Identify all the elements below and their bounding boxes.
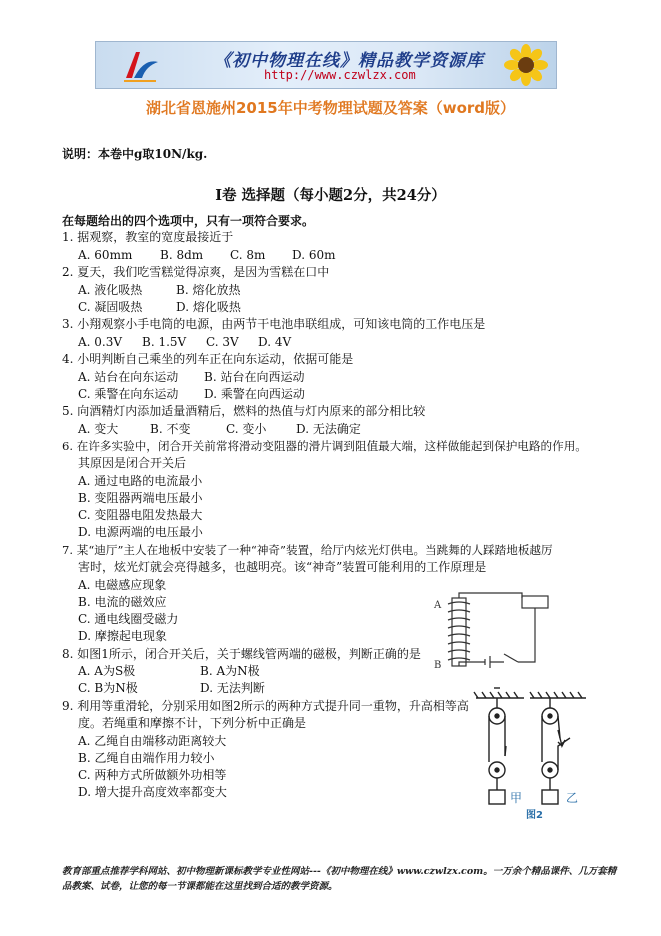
question-9-stem: 9. 利用等重滑轮，分别采用如图2所示的两种方式提升同一重物，升高相等高 [62,699,469,713]
question-1-option-c: C. 8m [230,248,266,262]
question-4-option-d: D. 乘警在向西运动 [204,387,305,401]
question-6-option-d: D. 电源两端的电压最小 [78,525,203,539]
question-2-option-a: A. 液化吸热 [78,283,143,297]
question-6-option-a: A. 通过电路的电流最小 [78,474,203,488]
question-4-option-b: B. 站台在向西运动 [204,370,305,384]
question-8-option-d: D. 无法判断 [200,681,265,695]
question-1-option-a: A. 60mm [78,248,133,262]
question-7-stem-cont: 害时，炫光灯就会亮得越多，也越明亮。该“神奇”装置可能利用的工作原理是 [78,560,487,574]
figure-2-pulley-systems [470,686,595,822]
figure-2-label-yi: 乙 [566,791,579,805]
question-3-option-d: D. 4V [258,335,292,349]
question-6-option-c: C. 变阻器电阻发热最大 [78,508,203,522]
question-5-option-d: D. 无法确定 [296,422,361,436]
question-9-option-b: B. 乙绳自由端作用力较小 [78,751,215,765]
question-6-stem-cont: 其原因是闭合开关后 [78,456,187,470]
page-footer: 教育部重点推荐学科网站、初中物理新课标教学专业性网站---《初中物理在线》www.czwlzx.com。一万余个精品课件、几万套精品教案、试卷，让您的每一节课都能在这里找到合适的教学资源。 [62,866,617,892]
question-7-option-c: C. 通电线圈受磁力 [78,612,179,626]
header-banner [95,41,557,89]
question-7-option-b: B. 电流的磁效应 [78,595,167,609]
question-2-option-c: C. 凝固吸热 [78,300,143,314]
question-7-option-a: A. 电磁感应现象 [78,578,167,592]
instruction-text: 在每题给出的四个选项中，只有一项符合要求。 [62,214,315,228]
question-7-option-d: D. 摩擦起电现象 [78,629,167,643]
question-1-option-d: D. 60m [292,248,336,262]
sunflower-icon [500,44,552,86]
question-8-option-a: A. A为S极 [78,664,136,678]
question-2-option-d: D. 熔化吸热 [176,300,241,314]
site-logo-icon [120,48,160,84]
question-1-stem: 1. 据观察，教室的宽度最接近于 [62,230,234,244]
question-4-option-c: C. 乘警在向东运动 [78,387,179,401]
question-4-stem: 4. 小明判断自己乘坐的列车正在向东运动，依据可能是 [62,352,354,366]
question-5-stem: 5. 向酒精灯内添加适量酒精后，燃料的热值与灯内原来的部分相比较 [62,404,426,418]
question-2-option-b: B. 熔化放热 [176,283,241,297]
question-1-option-b: B. 8dm [160,248,204,262]
document-title: 湖北省恩施州2015年中考物理试题及答案（word版） [145,99,516,117]
question-9-stem-cont: 度。若绳重和摩擦不计，下列分析中正确是 [78,716,307,730]
figure-2-caption: 图2 [526,810,543,821]
banner-title: 《初中物理在线》精品教学资源库 [214,51,484,71]
question-2-stem: 2. 夏天，我们吃雪糕觉得凉爽，是因为雪糕在口中 [62,265,330,279]
section-heading: Ⅰ卷 选择题（每小题2分，共24分） [215,187,446,204]
question-9-option-c: C. 两种方式所做额外功相等 [78,768,227,782]
figure-1-solenoid-circuit [432,590,560,674]
figure-2-label-jia: 甲 [510,791,523,805]
figure-1-label-a: A [434,600,442,611]
question-3-stem: 3. 小翔观察小手电筒的电源，由两节干电池串联组成，可知该电筒的工作电压是 [62,317,486,331]
exam-note: 说明：本卷中g取10N/kg. [62,147,208,161]
question-9-option-d: D. 增大提升高度效率都变大 [78,785,227,799]
question-8-option-c: C. B为N极 [78,681,138,695]
banner-url[interactable]: http://www.czwlzx.com [264,68,416,82]
question-3-option-c: C. 3V [206,335,239,349]
question-3-option-b: B. 1.5V [142,335,187,349]
question-7-stem: 7. 某“迪厅”主人在地板中安装了一种“神奇”装置，给厅内炫光灯供电。当跳舞的人踩踏地板越厉 [62,543,553,557]
question-6-stem: 6. 在许多实验中，闭合开关前常将滑动变阻器的滑片调到阻值最大端，这样做能起到保护电路的作用。 [62,439,587,453]
question-4-option-a: A. 站台在向东运动 [78,370,179,384]
question-9-option-a: A. 乙绳自由端移动距离较大 [78,734,227,748]
question-8-option-b: B. A为N极 [200,664,260,678]
question-5-option-a: A. 变大 [78,422,119,436]
question-5-option-b: B. 不变 [150,422,191,436]
question-3-option-a: A. 0.3V [78,335,123,349]
question-5-option-c: C. 变小 [226,422,267,436]
figure-1-label-b: B [434,660,442,671]
question-8-stem: 8. 如图1所示，闭合开关后，关于螺线管两端的磁极，判断正确的是 [62,647,421,661]
question-6-option-b: B. 变阻器两端电压最小 [78,491,203,505]
